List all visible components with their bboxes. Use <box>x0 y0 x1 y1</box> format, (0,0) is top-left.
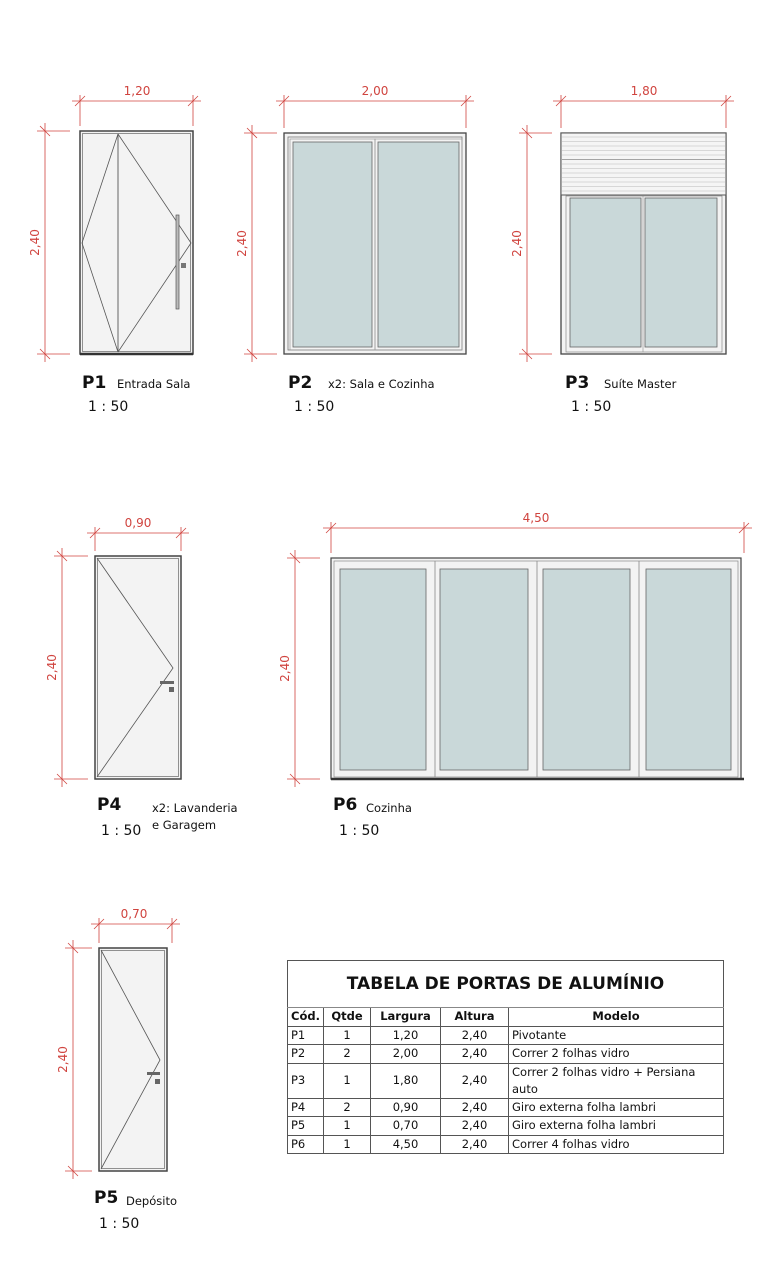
table-cell: 1,80 <box>371 1063 441 1098</box>
glass-panel <box>440 569 528 770</box>
table-cell: 1 <box>324 1135 371 1154</box>
table-cell: Correr 2 folhas vidro <box>509 1045 724 1064</box>
column-header: Cód. <box>288 1008 324 1027</box>
table-cell: 2 <box>324 1098 371 1117</box>
glass-panel <box>378 142 459 347</box>
table-cell: P2 <box>288 1045 324 1064</box>
table-cell: 2,40 <box>441 1063 509 1098</box>
width-dimension: 0,70 <box>120 907 148 921</box>
width-dimension: 1,80 <box>630 84 658 98</box>
door-code: P2 <box>288 373 313 393</box>
door-p3 <box>561 133 726 415</box>
table-cell: 2 <box>324 1045 371 1064</box>
door-p6 <box>331 558 744 839</box>
door-description: Cozinha <box>366 801 412 815</box>
table-cell: P6 <box>288 1135 324 1154</box>
table-cell: Correr 2 folhas vidro + Persiana auto <box>509 1063 724 1098</box>
table-cell: 2,40 <box>441 1135 509 1154</box>
glass-panel <box>293 142 372 347</box>
table-cell: P5 <box>288 1117 324 1136</box>
door-scale: 1 : 50 <box>101 823 142 839</box>
door-handle-icon <box>176 215 179 309</box>
table-cell: 2,40 <box>441 1117 509 1136</box>
height-dimension: 2,40 <box>28 229 42 256</box>
door-code: P5 <box>94 1188 119 1208</box>
table-cell: 4,50 <box>371 1135 441 1154</box>
height-dimension: 2,40 <box>510 230 524 257</box>
width-dimension: 1,20 <box>123 84 151 98</box>
height-dimension: 2,40 <box>56 1046 70 1073</box>
door-code: P3 <box>565 373 590 393</box>
table-cell: Giro externa folha lambri <box>509 1098 724 1117</box>
glass-panel <box>646 569 731 770</box>
glass-panel <box>570 198 641 347</box>
table-cell: Giro externa folha lambri <box>509 1117 724 1136</box>
table-row <box>288 1117 724 1136</box>
door-p1 <box>80 131 193 415</box>
glass-panel <box>543 569 630 770</box>
table-row <box>288 1026 724 1045</box>
roller-shutter <box>561 133 726 195</box>
table-cell: 1,20 <box>371 1026 441 1045</box>
door-code: P4 <box>97 795 122 815</box>
door-scale: 1 : 50 <box>339 823 380 839</box>
door-scale: 1 : 50 <box>99 1216 140 1232</box>
door-description: Entrada Sala <box>117 377 191 391</box>
table-cell: P3 <box>288 1063 324 1098</box>
lock-icon <box>169 687 174 692</box>
door-handle-icon <box>160 681 174 684</box>
lock-icon <box>155 1079 160 1084</box>
table-cell: Pivotante <box>509 1026 724 1045</box>
height-dimension: 2,40 <box>235 230 249 257</box>
glass-panel <box>645 198 717 347</box>
column-header: Qtde <box>324 1008 371 1027</box>
column-header: Altura <box>441 1008 509 1027</box>
table-cell: 2,40 <box>441 1098 509 1117</box>
table-cell: 2,00 <box>371 1045 441 1064</box>
door-description: e Garagem <box>152 818 217 832</box>
door-p4 <box>95 556 238 839</box>
table-cell: 1 <box>324 1026 371 1045</box>
table-cell: 0,70 <box>371 1117 441 1136</box>
door-schedule-table <box>287 960 724 1154</box>
width-dimension: 4,50 <box>522 511 550 525</box>
table-cell: 2,40 <box>441 1026 509 1045</box>
door-handle-icon <box>147 1072 160 1075</box>
table-cell: 2,40 <box>441 1045 509 1064</box>
table-cell: 0,90 <box>371 1098 441 1117</box>
width-dimension: 0,90 <box>124 516 152 530</box>
door-scale: 1 : 50 <box>88 399 129 415</box>
width-dimension: 2,00 <box>361 84 389 98</box>
door-p2 <box>284 133 466 415</box>
table-cell: 1 <box>324 1063 371 1098</box>
table-row <box>288 1098 724 1117</box>
door-description: Suíte Master <box>604 377 677 391</box>
table-cell: P4 <box>288 1098 324 1117</box>
table-row <box>288 1045 724 1064</box>
table-cell: Correr 4 folhas vidro <box>509 1135 724 1154</box>
height-dimension: 2,40 <box>45 654 59 681</box>
height-dimension: 2,40 <box>278 655 292 682</box>
lock-icon <box>181 263 186 268</box>
door-description: x2: Lavanderia <box>152 801 238 815</box>
door-code: P1 <box>82 373 107 393</box>
column-header: Modelo <box>509 1008 724 1027</box>
door-scale: 1 : 50 <box>294 399 335 415</box>
glass-panel <box>340 569 426 770</box>
column-header: Largura <box>371 1008 441 1027</box>
door-p5 <box>94 948 177 1232</box>
door-code: P6 <box>333 795 358 815</box>
table-cell: P1 <box>288 1026 324 1045</box>
table-cell: 1 <box>324 1117 371 1136</box>
door-scale: 1 : 50 <box>571 399 612 415</box>
door-description: Depósito <box>126 1194 177 1208</box>
table-row <box>288 1063 724 1098</box>
table-row <box>288 1135 724 1154</box>
door-description: x2: Sala e Cozinha <box>328 377 435 391</box>
table-title: TABELA DE PORTAS DE ALUMÍNIO <box>288 961 724 1008</box>
